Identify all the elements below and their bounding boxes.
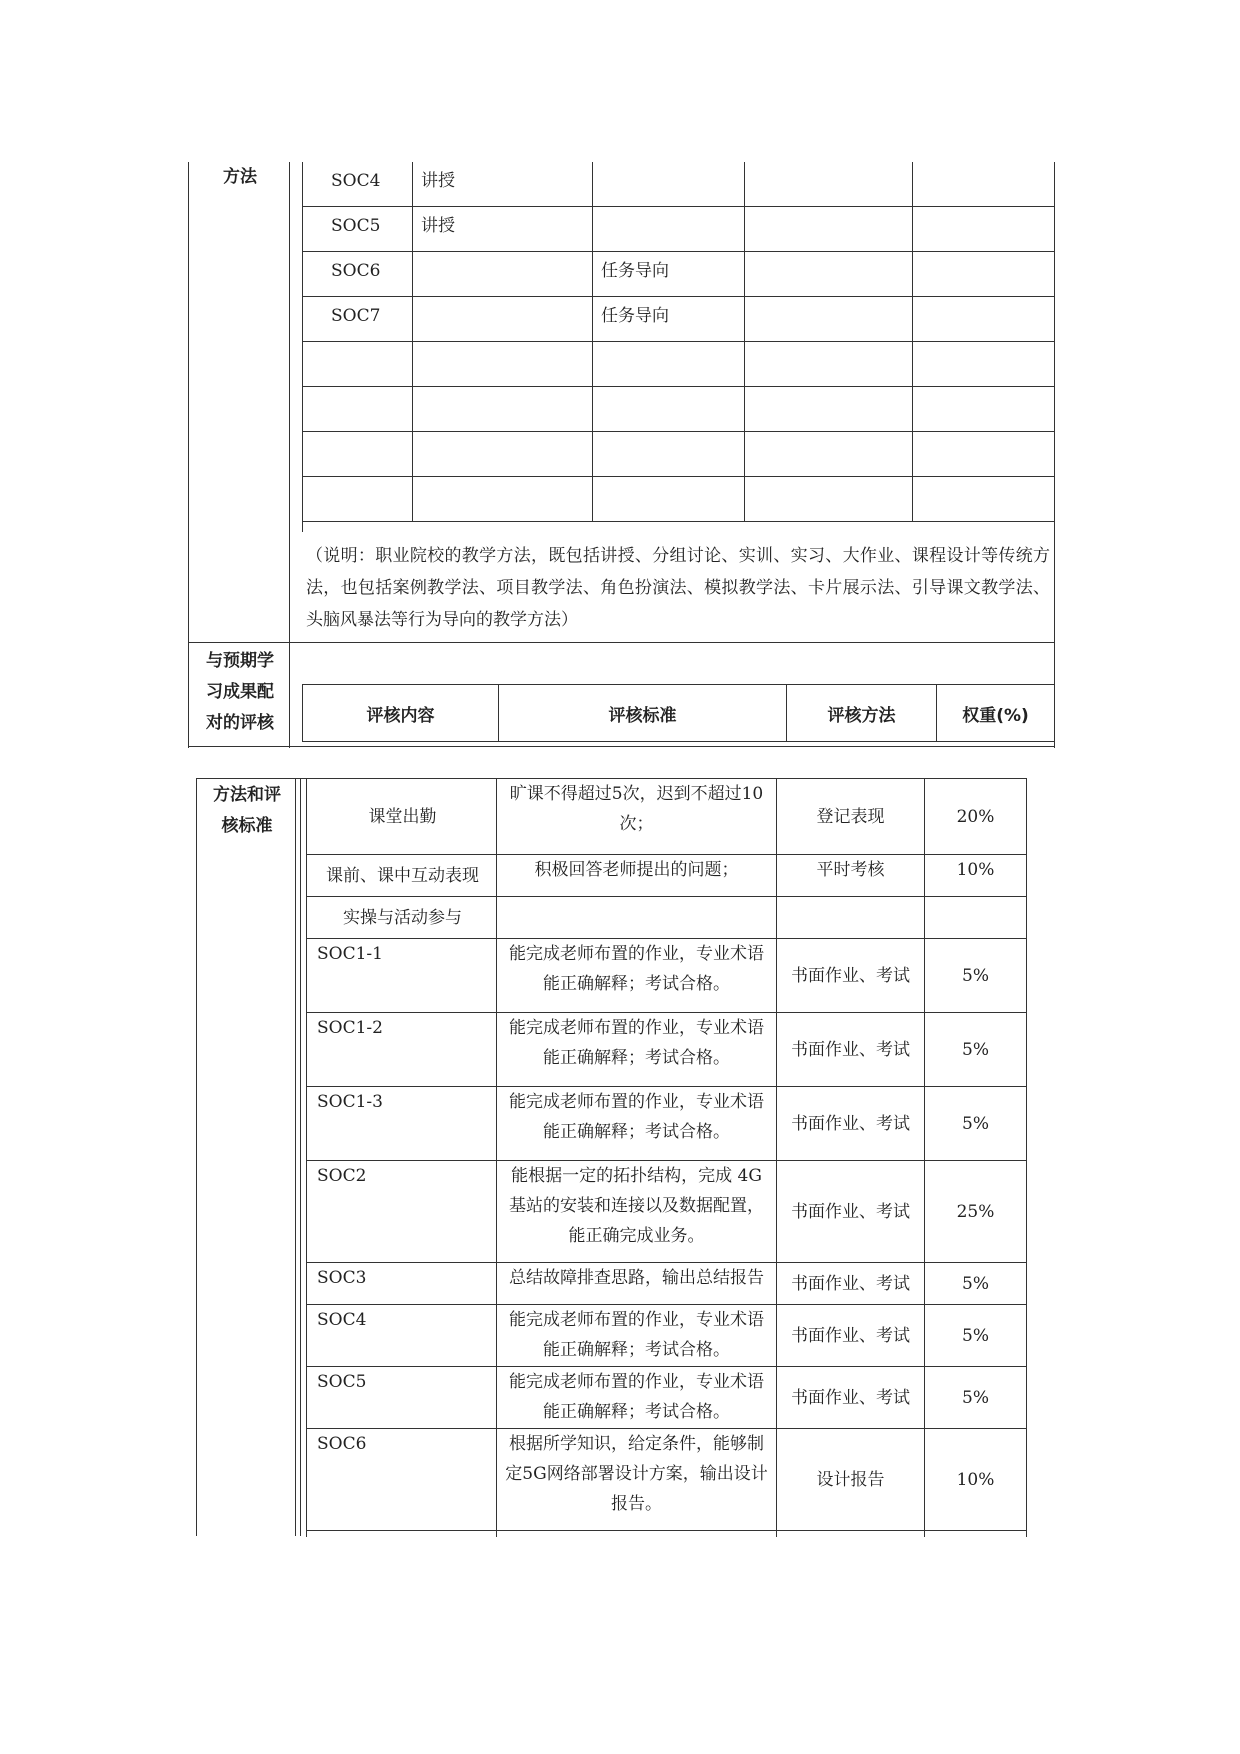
table-row <box>307 1013 1027 1087</box>
assess-content: SOC1-2 <box>307 1013 497 1087</box>
teaching-methods-section <box>188 162 1055 748</box>
assess-weight: 10% <box>925 1429 1027 1531</box>
method-cell <box>593 432 745 477</box>
table-row <box>307 1087 1027 1161</box>
table-row <box>303 297 1055 342</box>
divider <box>188 642 1054 643</box>
method-cell <box>913 252 1055 297</box>
table-row <box>307 855 1027 897</box>
assess-standard: 能完成老师布置的作业，专业术语能正确解释；考试合格。 <box>497 1087 777 1161</box>
assess-content: SOC6 <box>307 1429 497 1531</box>
method-cell: 讲授 <box>413 207 593 252</box>
assess-method: 书面作业、考试 <box>777 1013 925 1087</box>
header-weight: 权重(%) <box>937 685 1055 742</box>
method-cell <box>913 297 1055 342</box>
method-cell <box>745 162 913 207</box>
assess-content: 实操与活动参与 <box>307 897 497 939</box>
method-cell: 任务导向 <box>593 252 745 297</box>
method-cell <box>745 342 913 387</box>
assess-method: 书面作业、考试 <box>777 939 925 1013</box>
soc-code: SOC4 <box>303 162 413 207</box>
assess-weight: 5% <box>925 1305 1027 1367</box>
methods-note: （说明：职业院校的教学方法，既包括讲授、分组讨论、实训、实习、大作业、课程设计等传统方法，也包括案例教学法、项目教学法、角色扮演法、模拟教学法、卡片展示法、引导课文教学法、头脑风暴法等行为导向的教学方法） <box>306 546 1050 630</box>
method-cell <box>745 387 913 432</box>
header-assess-standard: 评核标准 <box>499 685 787 742</box>
assess-standard: 能完成老师布置的作业，专业术语能正确解释；考试合格。 <box>497 939 777 1013</box>
table-row <box>307 1263 1027 1305</box>
method-cell <box>413 297 593 342</box>
method-cell <box>593 342 745 387</box>
method-cell: 任务导向 <box>593 297 745 342</box>
assessment-section <box>196 778 1026 1536</box>
soc-code <box>303 387 413 432</box>
assess-standard: 能完成老师布置的作业，专业术语能正确解释；考试合格。 <box>497 1367 777 1429</box>
assess-method: 登记表现 <box>777 779 925 855</box>
method-cell <box>413 432 593 477</box>
soc-code: SOC6 <box>303 252 413 297</box>
soc-code: SOC5 <box>303 207 413 252</box>
assess-weight: 25% <box>925 1161 1027 1263</box>
method-cell <box>413 387 593 432</box>
assess-method: 平时考核 <box>777 855 925 897</box>
assess-method: 书面作业、考试 <box>777 1087 925 1161</box>
header-assess-content: 评核内容 <box>303 685 499 742</box>
table-row <box>303 477 1055 522</box>
assess-content: SOC3 <box>307 1263 497 1305</box>
header-assess-method: 评核方法 <box>787 685 937 742</box>
method-cell <box>913 387 1055 432</box>
assessment-table <box>306 778 1027 1537</box>
assess-content: 课前、课中互动表现 <box>307 855 497 897</box>
assess-method: 书面作业、考试 <box>777 1161 925 1263</box>
left-label-column <box>188 162 290 748</box>
inner-border <box>300 778 301 1536</box>
method-cell <box>593 207 745 252</box>
table-row <box>303 252 1055 297</box>
method-cell <box>745 252 913 297</box>
method-cell <box>913 432 1055 477</box>
table-row <box>303 162 1055 207</box>
method-cell <box>745 297 913 342</box>
method-cell <box>745 432 913 477</box>
table-row <box>307 1161 1027 1263</box>
table-row-cutoff <box>307 1531 1027 1537</box>
assess-method: 书面作业、考试 <box>777 1367 925 1429</box>
assess-standard: 能完成老师布置的作业，专业术语能正确解释；考试合格。 <box>497 1013 777 1087</box>
assess-std-label-line-2: 核标准 <box>221 816 273 836</box>
assess-weight: 5% <box>925 1263 1027 1305</box>
assessment-header-table <box>302 684 1055 742</box>
assess-weight <box>925 897 1027 939</box>
left-label-column <box>196 778 296 1536</box>
soc-code <box>303 477 413 522</box>
assess-content: SOC4 <box>307 1305 497 1367</box>
assess-method: 设计报告 <box>777 1429 925 1531</box>
cut-cell <box>497 1531 777 1537</box>
cut-cell <box>925 1531 1027 1537</box>
method-cell <box>593 387 745 432</box>
assess-standard: 能完成老师布置的作业，专业术语能正确解释；考试合格。 <box>497 1305 777 1367</box>
assess-std-label-line-1: 方法和评 <box>213 785 281 805</box>
method-cell <box>913 477 1055 522</box>
table-row <box>307 779 1027 855</box>
cut-cell <box>777 1531 925 1537</box>
assess-content: SOC5 <box>307 1367 497 1429</box>
method-cell <box>913 207 1055 252</box>
assess-standard: 积极回答老师提出的问题； <box>497 855 777 897</box>
table-row <box>303 207 1055 252</box>
assess-content: SOC1-1 <box>307 939 497 1013</box>
table-row <box>307 1367 1027 1429</box>
assess-method <box>777 897 925 939</box>
assess-method: 书面作业、考试 <box>777 1305 925 1367</box>
assess-weight: 10% <box>925 855 1027 897</box>
method-cell <box>413 252 593 297</box>
assess-weight: 5% <box>925 1013 1027 1087</box>
table-row <box>307 1305 1027 1367</box>
soc-code <box>303 342 413 387</box>
methods-table <box>302 162 1055 522</box>
method-cell <box>913 342 1055 387</box>
assess-weight: 5% <box>925 939 1027 1013</box>
assess-label-line-1: 与预期学 <box>206 651 274 671</box>
methods-label: 方法 <box>223 167 257 187</box>
assess-standard: 旷课不得超过5次，迟到不超过10次； <box>497 779 777 855</box>
method-cell: 讲授 <box>413 162 593 207</box>
assess-content: SOC1-3 <box>307 1087 497 1161</box>
method-cell <box>745 477 913 522</box>
table-row <box>307 1429 1027 1531</box>
method-cell <box>593 162 745 207</box>
assess-label-line-2: 习成果配 <box>206 682 274 702</box>
method-cell <box>413 342 593 387</box>
soc-code: SOC7 <box>303 297 413 342</box>
method-cell <box>413 477 593 522</box>
table-row <box>303 432 1055 477</box>
assess-standard: 能根据一定的拓扑结构，完成 4G 基站的安装和连接以及数据配置，能正确完成业务。 <box>497 1161 777 1263</box>
assess-content: SOC2 <box>307 1161 497 1263</box>
table-row <box>307 939 1027 1013</box>
assess-label-line-3: 对的评核 <box>206 713 274 733</box>
assess-standard <box>497 897 777 939</box>
assess-method: 书面作业、考试 <box>777 1263 925 1305</box>
method-cell <box>913 162 1055 207</box>
table-row <box>303 342 1055 387</box>
assess-content: 课堂出勤 <box>307 779 497 855</box>
assess-weight: 20% <box>925 779 1027 855</box>
table-row <box>303 387 1055 432</box>
table-header-row <box>303 685 1055 742</box>
assess-standard: 总结故障排查思路，输出总结报告 <box>497 1263 777 1305</box>
assess-weight: 5% <box>925 1087 1027 1161</box>
assess-standard: 根据所学知识，给定条件，能够制定5G网络部署设计方案，输出设计报告。 <box>497 1429 777 1531</box>
method-cell <box>745 207 913 252</box>
soc-code <box>303 432 413 477</box>
method-cell <box>593 477 745 522</box>
table-row <box>307 897 1027 939</box>
assess-weight: 5% <box>925 1367 1027 1429</box>
cut-cell <box>307 1531 497 1537</box>
divider <box>188 746 1054 747</box>
